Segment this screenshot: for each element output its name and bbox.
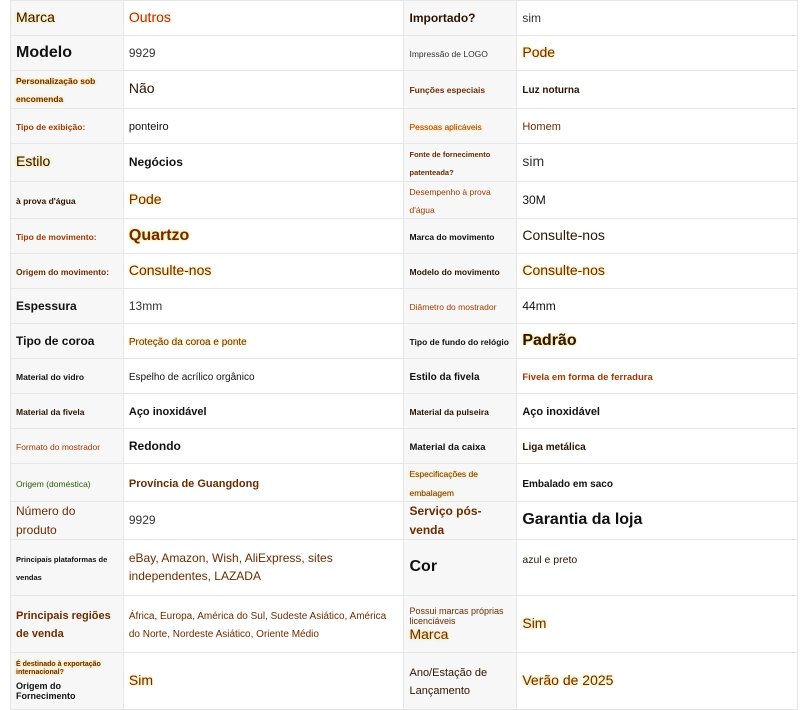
spec-label-secondary: Marca — [409, 626, 449, 643]
spec-value: Outros — [128, 8, 171, 25]
table-row — [11, 502, 798, 540]
spec-label: Modelo — [16, 43, 72, 61]
spec-value-brand — [123, 1, 404, 36]
table-row — [11, 539, 798, 595]
spec-label: Impressão de LOGO — [409, 48, 488, 59]
spec-key-movement-origin — [11, 254, 124, 289]
spec-value: Consulte-nos — [522, 227, 605, 244]
spec-value: Fivela em forma de ferradura — [522, 372, 653, 384]
spec-label: Serviço pós-venda — [409, 504, 482, 537]
spec-label: Funções especiais — [409, 85, 486, 96]
spec-value: Aço inoxidável — [522, 406, 600, 419]
spec-value-logo-print — [517, 36, 798, 71]
spec-value: Proteção da coroa e ponte — [128, 337, 247, 349]
spec-value: Negócios — [128, 154, 183, 169]
spec-label: Tipo de coroa — [16, 334, 95, 349]
spec-key-applicable-people — [404, 108, 517, 143]
spec-value: 44mm — [522, 299, 556, 314]
spec-key-packaging — [404, 464, 517, 502]
spec-label: Tipo de exibição: — [16, 121, 86, 132]
spec-value-crown-type — [123, 324, 404, 359]
table-row — [11, 324, 798, 359]
product-spec-table — [10, 0, 798, 710]
spec-value-movement-model — [517, 254, 798, 289]
spec-label: Espessura — [16, 299, 77, 314]
spec-key-waterproof — [11, 181, 124, 219]
spec-key-crown-type — [11, 324, 124, 359]
spec-value-glass-material — [123, 359, 404, 394]
spec-label: à prova d'água — [16, 195, 76, 206]
spec-value-model — [123, 36, 404, 71]
spec-key-buckle-style — [404, 359, 517, 394]
spec-value: Embalado em saco — [522, 478, 613, 490]
spec-label: Marca do movimento — [409, 232, 495, 243]
spec-key-case-material — [404, 429, 517, 464]
spec-value: sim — [522, 10, 542, 25]
spec-value-buckle-style — [517, 359, 798, 394]
spec-key-sales-platforms — [11, 539, 124, 595]
spec-value: Redondo — [128, 439, 181, 454]
spec-value-movement-type — [123, 219, 404, 254]
spec-label: Material do vidro — [16, 372, 85, 383]
spec-value-patented-source — [517, 143, 798, 181]
spec-value-licensable-brands — [517, 595, 798, 652]
table-row — [11, 429, 798, 464]
spec-label: Estilo da fivela — [409, 372, 480, 384]
spec-key-caseback-type — [404, 324, 517, 359]
spec-value-caseback-type — [517, 324, 798, 359]
spec-key-brand — [11, 1, 124, 36]
spec-value: Luz noturna — [522, 85, 580, 97]
spec-value: Liga metálica — [522, 442, 586, 454]
spec-label: Personalização sob encomenda — [16, 76, 96, 105]
spec-value-dial-shape — [123, 429, 404, 464]
spec-value-applicable-people — [517, 108, 798, 143]
spec-value-waterproof-performance — [517, 181, 798, 219]
table-row — [11, 359, 798, 394]
spec-key-after-sales — [404, 502, 517, 540]
spec-value-waterproof — [123, 181, 404, 219]
table-row — [11, 289, 798, 324]
spec-value-customization — [123, 71, 404, 109]
spec-value-after-sales — [517, 502, 798, 540]
spec-key-product-number — [11, 502, 124, 540]
spec-value-style — [123, 143, 404, 181]
spec-value: Não — [128, 80, 155, 97]
spec-key-logo-print — [404, 36, 517, 71]
spec-key-origin-domestic — [11, 464, 124, 502]
spec-label: Cor — [409, 558, 438, 576]
spec-label: É destinado à exportação internacional? — [16, 660, 101, 676]
table-row — [11, 36, 798, 71]
spec-key-movement-model — [404, 254, 517, 289]
spec-value-display-type — [123, 108, 404, 143]
spec-label: Modelo do movimento — [409, 267, 500, 278]
spec-label: Número do produto — [16, 504, 76, 537]
spec-key-model — [11, 36, 124, 71]
spec-value: Padrão — [522, 332, 577, 350]
spec-key-patented-source — [404, 143, 517, 181]
spec-key-dial-shape — [11, 429, 124, 464]
table-row — [11, 464, 798, 502]
table-row — [11, 108, 798, 143]
spec-key-licensable-brands — [404, 595, 517, 652]
spec-value: ponteiro — [128, 120, 169, 133]
spec-value: Quartzo — [128, 227, 190, 245]
table-row — [11, 181, 798, 219]
spec-label: Especificações de embalagem — [409, 469, 478, 498]
table-row — [11, 394, 798, 429]
spec-label: Estilo — [16, 152, 51, 169]
spec-value: Consulte-nos — [128, 262, 212, 279]
spec-value: Pode — [128, 190, 162, 207]
spec-label: Material da caixa — [409, 442, 486, 454]
spec-key-dial-diameter — [404, 289, 517, 324]
spec-key-buckle-material — [11, 394, 124, 429]
spec-label: Tipo de movimento: — [16, 232, 97, 243]
table-row — [11, 1, 798, 36]
spec-key-imported — [404, 1, 517, 36]
spec-value-movement-brand — [517, 219, 798, 254]
spec-key-sales-regions — [11, 595, 124, 652]
spec-key-style — [11, 143, 124, 181]
spec-label: Tipo de fundo do relógio — [409, 337, 509, 348]
spec-value-color — [517, 539, 798, 595]
spec-value: Verão de 2025 — [522, 671, 614, 688]
spec-value: Sim — [522, 614, 547, 631]
spec-value: Homem — [522, 120, 561, 133]
table-row — [11, 219, 798, 254]
table-row — [11, 595, 798, 652]
table-row — [11, 143, 798, 181]
spec-label: Fonte de fornecimento patenteada? — [409, 149, 491, 178]
spec-value-sales-regions — [123, 595, 404, 652]
spec-label: Possui marcas próprias licenciáveis — [409, 605, 504, 626]
spec-value: azul e preto — [522, 553, 578, 566]
spec-value-movement-origin — [123, 254, 404, 289]
spec-label: Origem (doméstica) — [16, 478, 91, 489]
spec-value: África, Europa, América do Sul, Sudeste Asiático, América do Norte, Nordeste Asiático, Oriente Médio — [128, 610, 387, 640]
spec-key-customization — [11, 71, 124, 109]
spec-value-thickness — [123, 289, 404, 324]
spec-value-origin-domestic — [123, 464, 404, 502]
table-row — [11, 71, 798, 109]
spec-value: 30M — [522, 192, 546, 207]
spec-value-dial-diameter — [517, 289, 798, 324]
spec-label: Principais regiões de venda — [16, 609, 111, 640]
spec-value: eBay, Amazon, Wish, AliExpress, sites independentes, LAZADA — [128, 551, 333, 584]
spec-key-movement-type — [11, 219, 124, 254]
spec-label: Desempenho à prova d'água — [409, 186, 491, 215]
spec-value: Consulte-nos — [522, 262, 605, 279]
spec-key-color — [404, 539, 517, 595]
spec-value: 9929 — [128, 513, 156, 528]
spec-label: Marca — [16, 8, 55, 25]
spec-value: 13mm — [128, 299, 163, 314]
spec-label: Importado? — [409, 10, 476, 25]
spec-value: 9929 — [128, 45, 156, 60]
spec-key-glass-material — [11, 359, 124, 394]
spec-value-strap-material — [517, 394, 798, 429]
spec-label: Principais plataformas de vendas — [16, 555, 108, 583]
spec-value: Garantia da loja — [522, 511, 643, 529]
spec-label: Origem do movimento: — [16, 267, 110, 278]
spec-key-thickness — [11, 289, 124, 324]
spec-label: Pessoas aplicáveis — [409, 121, 482, 132]
spec-key-waterproof-performance — [404, 181, 517, 219]
spec-value: sim — [522, 152, 545, 169]
spec-value-special-functions — [517, 71, 798, 109]
spec-value: Sim — [128, 671, 153, 688]
spec-key-display-type — [11, 108, 124, 143]
spec-value-packaging — [517, 464, 798, 502]
spec-value: Pode — [522, 43, 556, 60]
spec-value: Aço inoxidável — [128, 406, 207, 419]
spec-value-buckle-material — [123, 394, 404, 429]
spec-label: Diâmetro do mostrador — [409, 302, 497, 313]
spec-key-strap-material — [404, 394, 517, 429]
spec-value-sales-platforms — [123, 539, 404, 595]
spec-label-secondary: Origem do Fornecimento — [16, 680, 76, 701]
spec-label: Material da fivela — [16, 407, 85, 418]
spec-value: Província de Guangdong — [128, 477, 260, 490]
spec-value-imported — [517, 1, 798, 36]
spec-key-movement-brand — [404, 219, 517, 254]
spec-value-case-material — [517, 429, 798, 464]
table-row — [11, 254, 798, 289]
spec-value: Espelho de acrílico orgânico — [128, 372, 255, 384]
spec-key-special-functions — [404, 71, 517, 109]
spec-label: Formato do mostrador — [16, 442, 101, 453]
spec-label: Ano/Estação de Lançamento — [409, 666, 488, 697]
spec-value-product-number — [123, 502, 404, 540]
spec-label: Material da pulseira — [409, 407, 489, 418]
